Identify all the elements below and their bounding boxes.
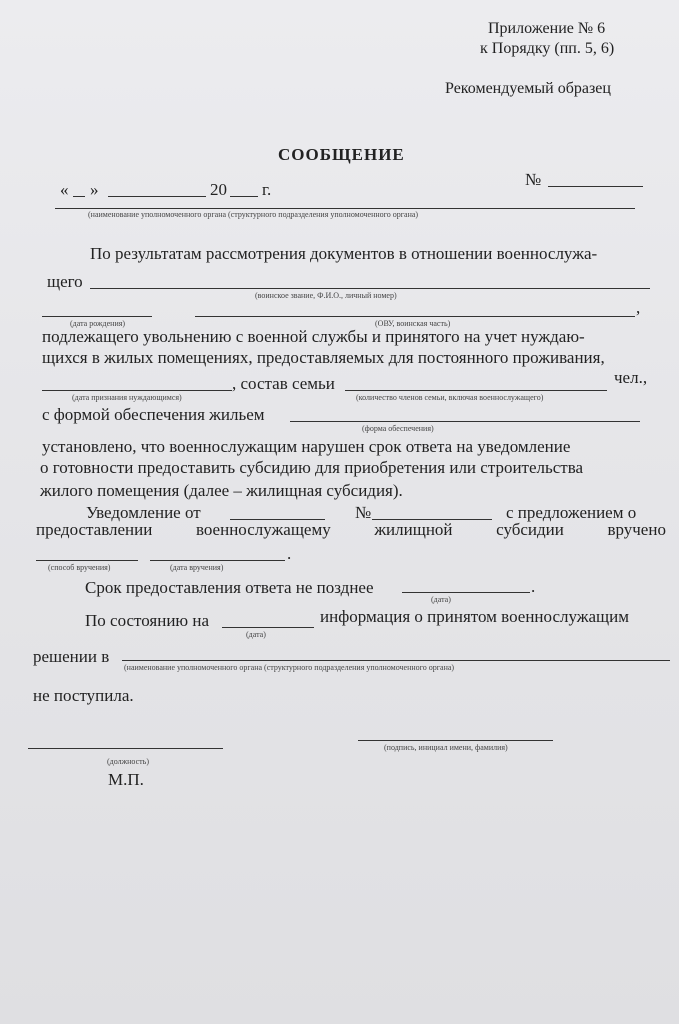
authority2-blank <box>122 660 670 661</box>
p4-word: субсидии <box>496 520 564 539</box>
p3-line2: о готовности предоставить субсидию для приобретения или строительства <box>40 458 584 477</box>
housing-form-caption: (форма обеспечения) <box>362 424 434 433</box>
deadline-date-blank <box>402 592 530 593</box>
p1-line1: По результатам рассмотрения документов в отношении военнослужа- <box>90 244 598 263</box>
unit-blank <box>195 316 635 317</box>
delivery-method-caption: (способ вручения) <box>48 563 111 572</box>
authority2-caption: (наименование уполномоченного органа (структурного подразделения уполномоченного органа) <box>124 663 455 672</box>
stamp-placeholder: М.П. <box>108 770 144 789</box>
year-prefix: 20 <box>210 180 227 199</box>
close-quote: » <box>90 180 99 199</box>
delivery-date-blank <box>150 560 285 561</box>
notice-from: Уведомление от <box>86 503 201 522</box>
recognition-date-caption: (дата признания нуждающимся) <box>72 393 182 402</box>
document-title: СООБЩЕНИЕ <box>278 145 405 164</box>
year-blank <box>230 196 258 197</box>
notice-number-sign: № <box>355 503 372 522</box>
authority-caption: (наименование уполномоченного органа (структурного подразделения уполномоченного органа) <box>88 210 419 219</box>
comma: , <box>636 298 641 317</box>
period: . <box>287 544 292 563</box>
recommended-sample: Рекомендуемый образец <box>445 80 611 97</box>
p1-line2: щего <box>47 272 83 291</box>
unit-caption: (ОВУ, воинская часть) <box>375 319 451 328</box>
p3-line1: установлено, что военнослужащим нарушен срок ответа на уведомление <box>42 437 571 456</box>
family-count-caption: (количество членов семьи, включая военнослужащего) <box>356 393 544 402</box>
appendix-number: Приложение № 6 <box>488 20 606 37</box>
delivery-date-caption: (дата вручения) <box>170 563 224 572</box>
p4-word: военнослужащему <box>195 520 331 539</box>
position-caption: (должность) <box>107 757 149 766</box>
open-quote: « <box>60 180 69 199</box>
p4-word: вручено <box>607 520 666 539</box>
deadline-end: . <box>531 577 536 596</box>
as-of-date-caption: (дата) <box>246 630 266 639</box>
signature-caption: (подпись, инициал имени, фамилия) <box>384 743 508 752</box>
rank-caption: (воинское звание, Ф.И.О., личный номер) <box>255 291 397 300</box>
p4-justified-line <box>36 520 666 540</box>
year-suffix: г. <box>262 180 272 199</box>
housing-form-blank <box>290 421 640 422</box>
deadline-date-caption: (дата) <box>431 595 451 604</box>
signature-blank <box>358 740 553 741</box>
decision-in: решении в <box>33 647 110 666</box>
housing-form-prefix: с формой обеспечения жильем <box>42 405 265 424</box>
as-of-date-blank <box>222 627 314 628</box>
order-reference: к Порядку (пп. 5, 6) <box>480 40 615 57</box>
not-received: не поступила. <box>33 686 134 705</box>
p2-line1: подлежащего увольнению с военной службы и принятого на учет нуждаю- <box>42 327 585 346</box>
deadline-text: Срок предоставления ответа не позднее <box>85 578 374 597</box>
position-blank <box>28 748 223 749</box>
month-blank <box>108 196 206 197</box>
delivery-method-blank <box>36 560 138 561</box>
birth-date-caption: (дата рождения) <box>70 319 126 328</box>
family-count-blank <box>345 390 607 391</box>
p3-line3: жилого помещения (далее – жилищная субсидия). <box>40 481 403 500</box>
number-blank <box>548 186 643 187</box>
number-sign: № <box>525 170 542 189</box>
info-text: информация о принятом военнослужащим <box>320 607 629 626</box>
rank-blank <box>90 288 650 289</box>
birth-date-blank <box>42 316 152 317</box>
p2-line2: щихся в жилых помещениях, предоставляемых для постоянного проживания, <box>42 348 605 367</box>
recognition-date-blank <box>42 390 232 391</box>
as-of-text: По состоянию на <box>85 611 210 630</box>
p4-word: предоставлении <box>36 520 153 539</box>
persons-label: чел., <box>614 368 648 387</box>
p4-word: жилищной <box>374 520 453 539</box>
proposal-text: с предложением о <box>506 503 637 522</box>
authority-blank <box>55 208 635 209</box>
day-blank <box>73 196 85 197</box>
family-prefix: , состав семьи <box>232 374 335 393</box>
